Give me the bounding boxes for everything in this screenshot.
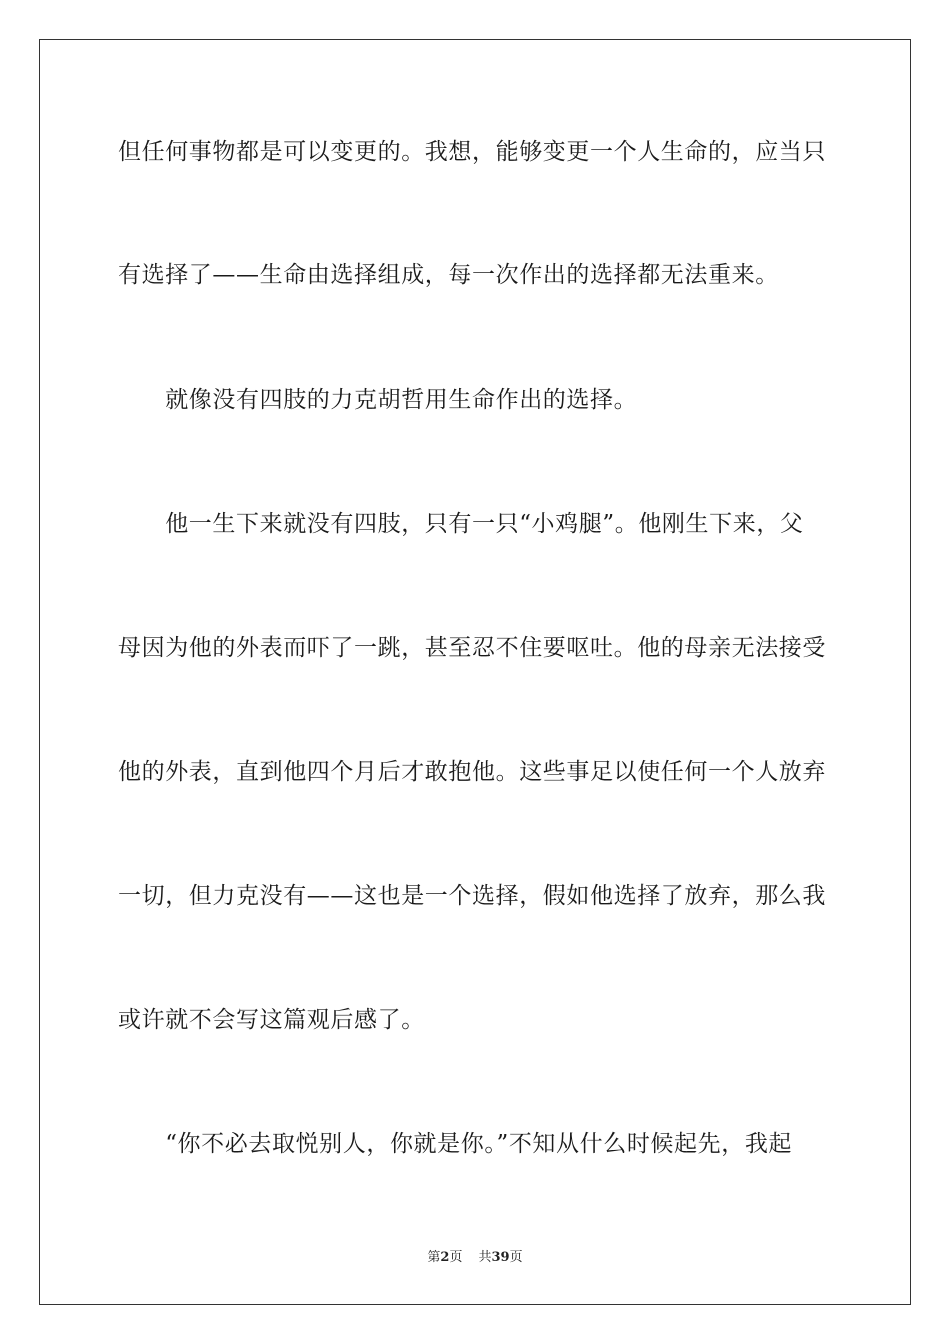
text-line-6: 他的外表，直到他四个月后才敢抱他。这些事足以使任何一个人放弃 [118, 759, 826, 785]
text-line-7: 一切，但力克没有——这也是一个选择，假如他选择了放弃，那么我 [118, 883, 826, 909]
text-line-8: 或许就不会写这篇观后感了。 [118, 1007, 425, 1033]
text-line-4: 他一生下来就没有四肢，只有一只“小鸡腿”。他刚生下来，父 [118, 511, 804, 537]
total-prefix: 共 [478, 1250, 492, 1265]
text-line-5: 母因为他的外表而吓了一跳，甚至忍不住要呕吐。他的母亲无法接受 [118, 635, 826, 661]
text-line-9: “你不必去取悦别人，你就是你。”不知从什么时候起先，我起 [118, 1131, 793, 1157]
page-prefix: 第 [427, 1250, 441, 1265]
text-line-3: 就像没有四肢的力克胡哲用生命作出的选择。 [118, 387, 638, 413]
total-suffix: 页 [509, 1250, 523, 1265]
total-pages: 39 [491, 1250, 510, 1265]
page-border [39, 39, 911, 1305]
text-line-1: 但任何事物都是可以变更的。我想，能够变更一个人生命的，应当只 [118, 139, 826, 165]
page-suffix: 页 [449, 1250, 463, 1265]
page-number: 2 [440, 1250, 450, 1265]
text-line-2: 有选择了——生命由选择组成，每一次作出的选择都无法重来。 [118, 262, 779, 288]
page-footer [0, 1246, 950, 1265]
